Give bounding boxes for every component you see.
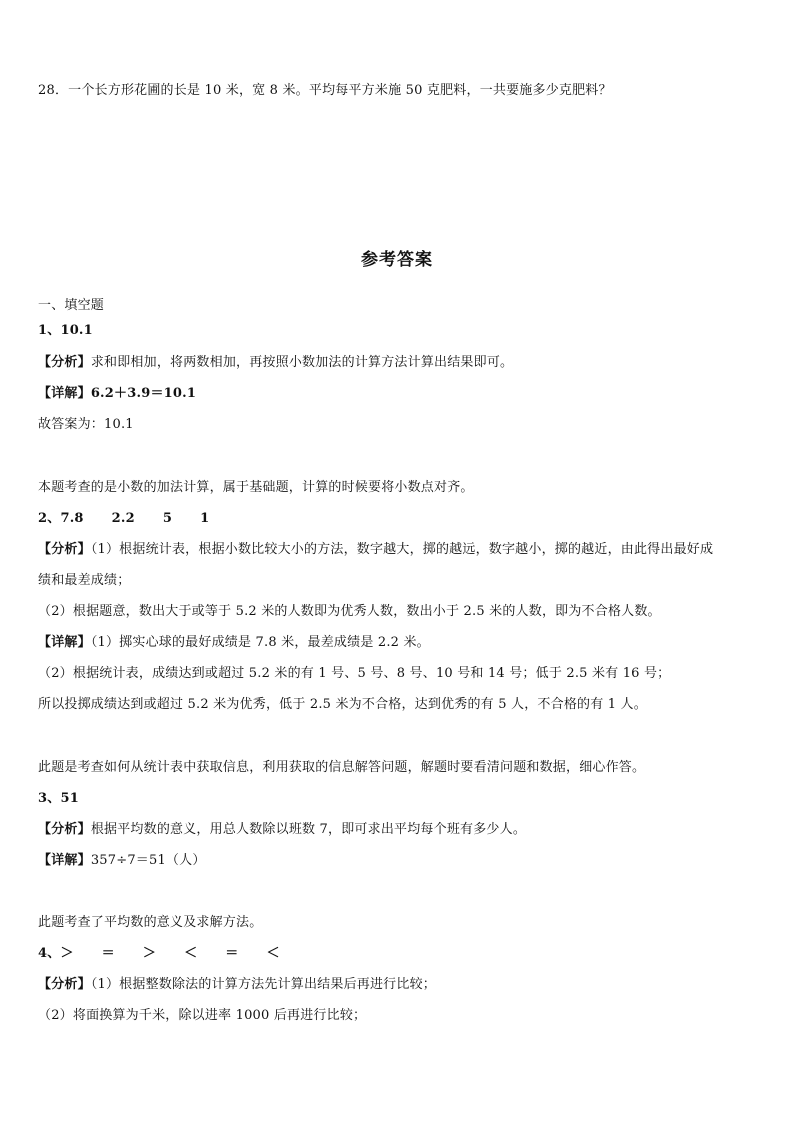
q4-answer-4: ＜ xyxy=(184,946,198,961)
q4-answer-6: ＜ xyxy=(266,946,280,961)
q4-answer-prefix: 4、 xyxy=(38,946,61,961)
answer-title: 参考答案 xyxy=(361,250,433,270)
q3-detail-text: 357÷7＝51（人） xyxy=(90,853,206,868)
q2-detail-2: （2）根据统计表，成绩达到或超过 5.2 米的有 1 号、5 号、8 号、10 号和 14 号；低于 2.5 米有 16 号； xyxy=(38,666,671,681)
analysis-tag: 【分析】 xyxy=(38,542,91,557)
q4-analysis-1 xyxy=(38,977,436,993)
analysis-tag: 【分析】 xyxy=(38,977,91,992)
q2-detail-3: 所以投掷成绩达到或超过 5.2 米为优秀，低于 2.5 米为不合格，达到优秀的有 5 人，不合格的有 1 人。 xyxy=(38,697,647,712)
detail-tag: 【详解】 xyxy=(38,386,91,401)
q4-answer-3: ＞ xyxy=(142,946,157,961)
q3-comment: 此题考查了平均数的意义及求解方法。 xyxy=(38,915,263,930)
q2-answer-3: 5 xyxy=(162,511,173,526)
q2-comment: 此题是考查如何从统计表中获取信息，利用获取的信息解答问题，解题时要看清问题和数据，细心作答。 xyxy=(38,760,646,775)
q2-answer-1: 7.8 xyxy=(60,511,84,526)
q4-analysis-2: （2）将面换算为千米，除以进率 1000 后再进行比较； xyxy=(38,1008,367,1023)
q4-answer-1: ＞ xyxy=(60,946,74,961)
q2-analysis-1a xyxy=(38,542,713,558)
q4-answer-2: ＝ xyxy=(101,946,115,961)
detail-tag: 【详解】 xyxy=(38,853,91,868)
q3-detail xyxy=(38,853,206,869)
q1-detail-text: 6.2＋3.9＝10.1 xyxy=(90,386,197,401)
q2-analysis-2: （2）根据题意，数出大于或等于 5.2 米的人数即为优秀人数，数出小于 2.5 米的人数，即为不合格人数。 xyxy=(38,604,661,619)
q1-comment: 本题考查的是小数的加法计算，属于基础题，计算的时候要将小数点对齐。 xyxy=(38,480,474,495)
q1-analysis-text: 求和即相加，将两数相加，再按照小数加法的计算方法计算出结果即可。 xyxy=(90,355,514,370)
q3-analysis-text: 根据平均数的意义，用总人数除以班数 7，即可求出平均每个班有多少人。 xyxy=(90,822,527,837)
q2-answer-4: 1 xyxy=(200,511,210,526)
q1-answer: 1、10.1 xyxy=(38,323,93,338)
question-28: 28．一个长方形花圃的长是 10 米，宽 8 米。平均每平方米施 50 克肥料，一共要施多少克肥料？ xyxy=(38,83,612,98)
q2-answer-prefix: 2、 xyxy=(38,511,61,526)
q4-answer-5: ＝ xyxy=(225,946,239,961)
q2-analysis-1b: 绩和最差成绩； xyxy=(38,573,131,588)
q1-conclusion: 故答案为：10.1 xyxy=(38,417,134,432)
section-heading: 一、填空题 xyxy=(38,298,105,313)
q4-analysis-text: （1）根据整数除法的计算方法先计算出结果后再进行比较； xyxy=(90,977,436,992)
detail-tag: 【详解】 xyxy=(38,635,91,650)
q1-detail xyxy=(38,386,196,402)
q2-detail-text: （1）掷实心球的最好成绩是 7.8 米，最差成绩是 2.2 米。 xyxy=(90,635,430,650)
q2-answer xyxy=(38,511,209,527)
analysis-tag: 【分析】 xyxy=(38,822,91,837)
q2-answer-2: 2.2 xyxy=(111,511,135,526)
q2-detail-1 xyxy=(38,635,430,651)
q3-analysis xyxy=(38,822,526,838)
analysis-tag: 【分析】 xyxy=(38,355,91,370)
q4-answer xyxy=(38,946,280,962)
q2-analysis-text: （1）根据统计表，根据小数比较大小的方法，数字越大，掷的越远，数字越小，掷的越近，由此得出最好成 xyxy=(90,542,714,557)
q3-answer: 3、51 xyxy=(38,791,79,806)
q1-analysis xyxy=(38,355,513,371)
